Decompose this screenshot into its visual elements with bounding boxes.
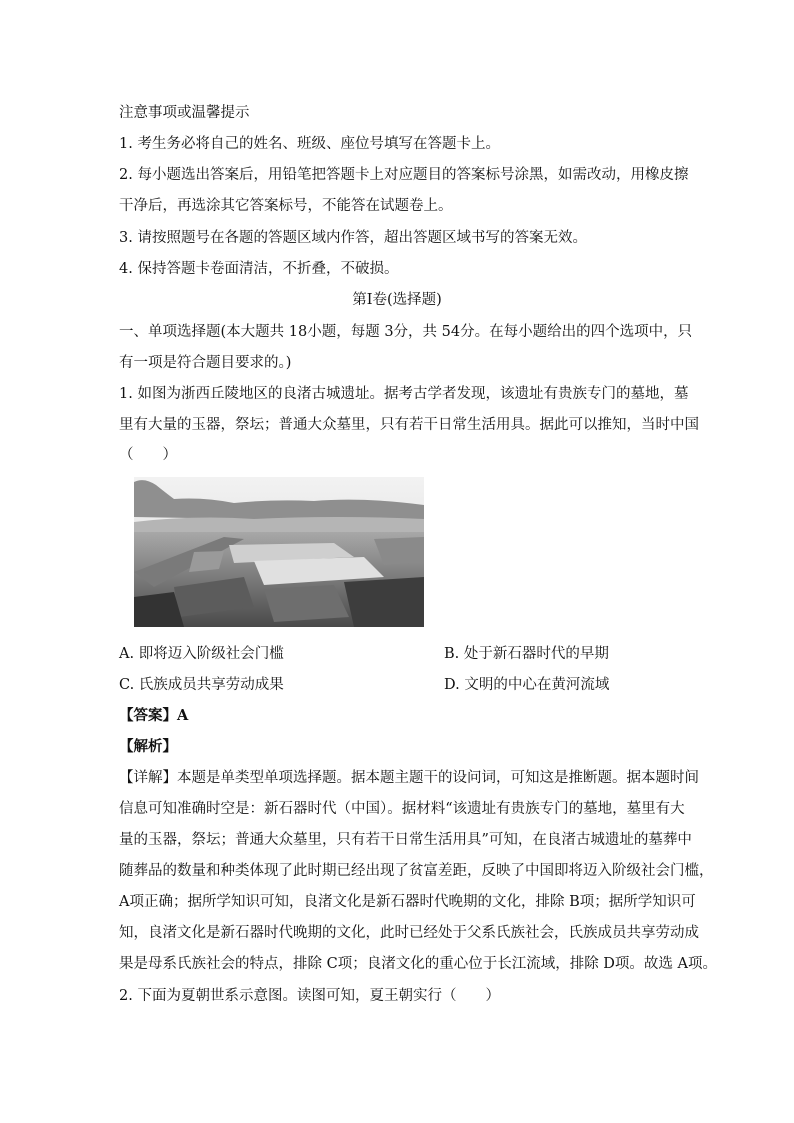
section-title: 第Ⅰ卷(选择题) bbox=[352, 292, 442, 308]
q1-analysis-line-3: 量的玉器，祭坛；普通大众墓里，只有若干日常生活用具”可知，在良渚古城遗址的墓葬中 bbox=[119, 832, 692, 848]
q1-analysis-line-4: 随葬品的数量和种类体现了此时期已经出现了贫富差距，反映了中国即将迈入阶级社会门槛， bbox=[119, 863, 714, 879]
q1-option-c: C. 氏族成员共享劳动成果 bbox=[119, 677, 284, 693]
q1-stem-line-1: 1. 如图为浙西丘陵地区的良渚古城遗址。据考古学者发现，该遗址有贵族专门的墓地，墓 bbox=[119, 386, 689, 402]
part-intro-line-1: 一、单项选择题(本大题共 18小题，每题 3分，共 54分。在每小题给出的四个选项中，只 bbox=[119, 324, 693, 340]
notice-item-2-cont: 干净后，再选涂其它答案标号，不能答在试题卷上。 bbox=[119, 198, 453, 214]
q1-option-d: D. 文明的中心在黄河流域 bbox=[444, 677, 610, 693]
q1-analysis-line-6: 知，良渚文化是新石器时代晚期的文化，此时已经处于父系氏族社会，氏族成员共享劳动成 bbox=[119, 925, 699, 941]
part-intro-line-2: 有一项是符合题目要求的。) bbox=[119, 355, 292, 371]
q1-analysis-label: 【解析】 bbox=[119, 738, 177, 755]
q1-stem-line-3: （ ） bbox=[119, 447, 177, 463]
notice-title: 注意事项或温馨提示 bbox=[119, 105, 250, 121]
notice-item-1: 1. 考生务必将自己的姓名、班级、座位号填写在答题卡上。 bbox=[119, 136, 500, 152]
q1-analysis-line-1: 【详解】本题是单类型单项选择题。据本题主题干的设问词，可知这是推断题。据本题时间 bbox=[119, 770, 699, 786]
q1-option-b: B. 处于新石器时代的早期 bbox=[444, 646, 609, 662]
q1-analysis-line-5: A项正确；据所学知识可知，良渚文化是新石器时代晚期的文化，排除 B项；据所学知识可 bbox=[119, 894, 696, 910]
q2-stem: 2. 下面为夏朝世系示意图。读图可知，夏王朝实行（ ） bbox=[119, 988, 500, 1004]
q1-analysis-line-2: 信息可知准确时空是：新石器时代（中国）。据材料“该遗址有贵族专门的墓地，墓里有大 bbox=[119, 801, 685, 817]
q1-analysis-line-7: 果是母系氏族社会的特点，排除 C项；良渚文化的重心位于长江流域，排除 D项。故选 A项。 bbox=[119, 956, 718, 972]
q1-stem-line-2: 里有大量的玉器，祭坛；普通大众墓里，只有若干日常生活用具。据此可以推知，当时中国 bbox=[119, 417, 699, 433]
liangzhu-site-photo bbox=[134, 477, 424, 627]
notice-item-4: 4. 保持答题卡卷面清洁，不折叠，不破损。 bbox=[119, 261, 399, 277]
q1-answer: 【答案】A bbox=[119, 707, 189, 724]
notice-item-3: 3. 请按照题号在各题的答题区域内作答，超出答题区域书写的答案无效。 bbox=[119, 230, 587, 246]
q1-option-a: A. 即将迈入阶级社会门槛 bbox=[119, 646, 284, 662]
notice-item-2: 2. 每小题选出答案后，用铅笔把答题卡上对应题目的答案标号涂黑，如需改动，用橡皮擦 bbox=[119, 167, 689, 183]
